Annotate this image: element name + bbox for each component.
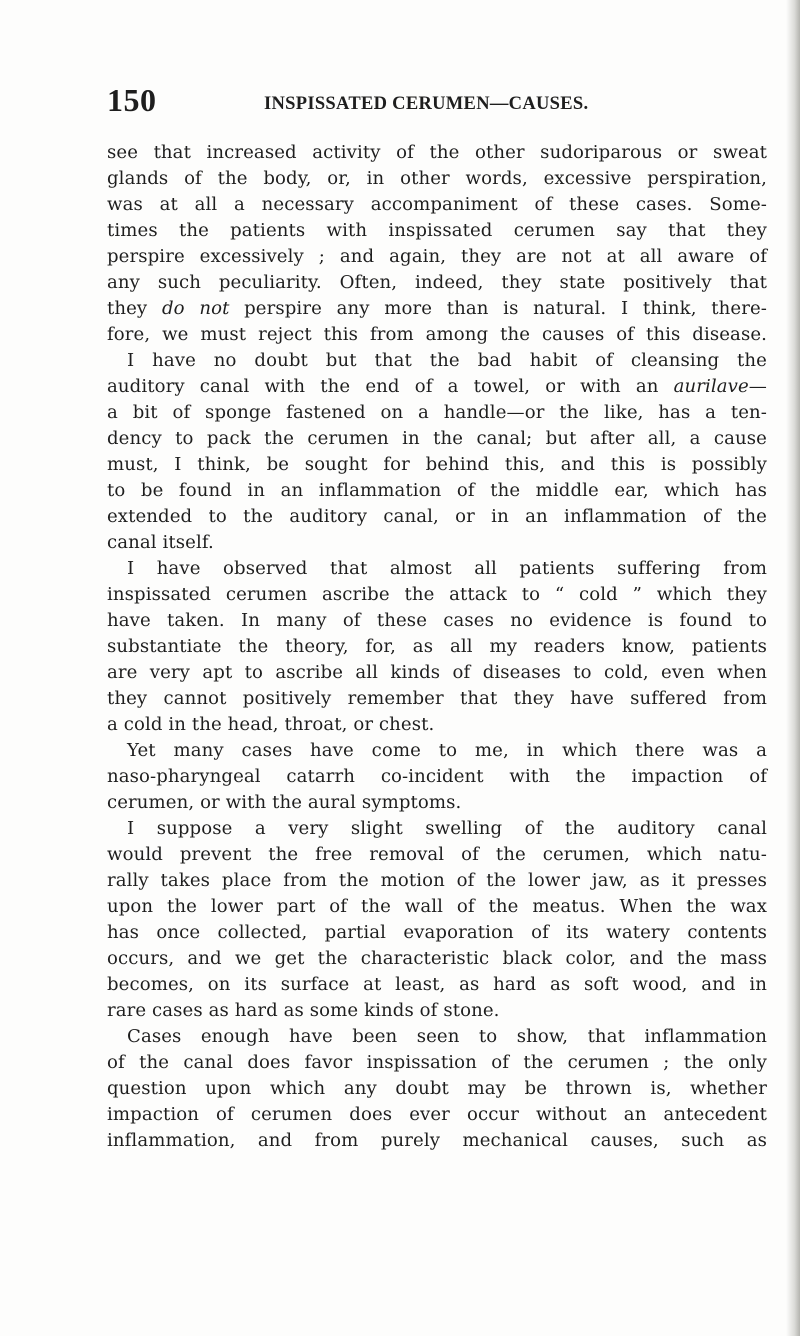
text-line: cerumen, or with the aural symptoms. <box>107 792 462 813</box>
text-line: inspissated cerumen ascribe the attack to “ cold ” which they <box>107 584 767 605</box>
text-line: I suppose a very slight swelling of the auditory canal <box>127 818 767 839</box>
text-line: must, I think, be sought for behind this, and this is possibly <box>107 454 767 475</box>
page-edge-shadow <box>786 0 800 1336</box>
text-line: I have no doubt but that the bad habit of cleansing the <box>127 350 767 371</box>
text-line: of the canal does favor inspissation of the cerumen ; the only <box>107 1052 767 1073</box>
text-line: a cold in the head, throat, or chest. <box>107 714 435 735</box>
text-line: Yet many cases have come to me, in which there was a <box>127 740 767 761</box>
text-line: extended to the auditory canal, or in an inflammation of the <box>107 506 767 527</box>
text-line: was at all a necessary accompaniment of these cases. Some- <box>107 194 767 215</box>
text-line: inflammation, and from purely mechanical causes, such as <box>107 1130 767 1151</box>
text-line: glands of the body, or, in other words, excessive perspiration, <box>107 168 767 189</box>
italic-phrase: do not <box>161 298 230 319</box>
text-line: becomes, on its surface at least, as hard as soft wood, and in <box>107 974 767 995</box>
page-header <box>107 82 767 122</box>
text-line: Cases enough have been seen to show, that inflammation <box>127 1026 767 1047</box>
text-line: auditory canal with the end of a towel, or with an aurilave— <box>107 376 767 397</box>
text-line: have taken. In many of these cases no evidence is found to <box>107 610 767 631</box>
text-line: rare cases as hard as some kinds of stone. <box>107 1000 500 1021</box>
text-line: dency to pack the cerumen in the canal; but after all, a cause <box>107 428 767 449</box>
body-text <box>107 140 767 1154</box>
italic-phrase: aurilave <box>673 376 749 397</box>
text-line: rally takes place from the motion of the lower jaw, as it presses <box>107 870 767 891</box>
text-line: a bit of sponge fastened on a handle—or the like, has a ten- <box>107 402 767 423</box>
text-line: to be found in an inflammation of the middle ear, which has <box>107 480 767 501</box>
text-line: they cannot positively remember that they have suffered from <box>107 688 767 709</box>
text-line: perspire excessively ; and again, they are not at all aware of <box>107 246 767 267</box>
text-line: any such peculiarity. Often, indeed, they state positively that <box>107 272 767 293</box>
text-line: question upon which any doubt may be thrown is, whether <box>107 1078 767 1099</box>
text-line: see that increased activity of the other sudoriparous or sweat <box>107 142 767 163</box>
text-line: times the patients with inspissated cerumen say that they <box>107 220 767 241</box>
text-line: upon the lower part of the wall of the meatus. When the wax <box>107 896 767 917</box>
text-line: naso-pharyngeal catarrh co-incident with the impaction of <box>107 766 767 787</box>
text-line: would prevent the free removal of the cerumen, which natu- <box>107 844 767 865</box>
running-head: INSPISSATED CERUMEN—CAUSES. <box>264 94 589 114</box>
text-line: I have observed that almost all patients suffering from <box>127 558 767 579</box>
text-line: occurs, and we get the characteristic black color, and the mass <box>107 948 767 969</box>
text-line: has once collected, partial evaporation of its watery contents <box>107 922 767 943</box>
text-line: canal itself. <box>107 532 214 553</box>
text-line: are very apt to ascribe all kinds of diseases to cold, even when <box>107 662 767 683</box>
text-line: substantiate the theory, for, as all my readers know, patients <box>107 636 767 657</box>
text-line: fore, we must reject this from among the causes of this disease. <box>107 324 767 345</box>
text-line: impaction of cerumen does ever occur without an antecedent <box>107 1104 767 1125</box>
text-line: they do not perspire any more than is natural. I think, there- <box>107 298 767 319</box>
page-number: 150 <box>107 82 157 118</box>
